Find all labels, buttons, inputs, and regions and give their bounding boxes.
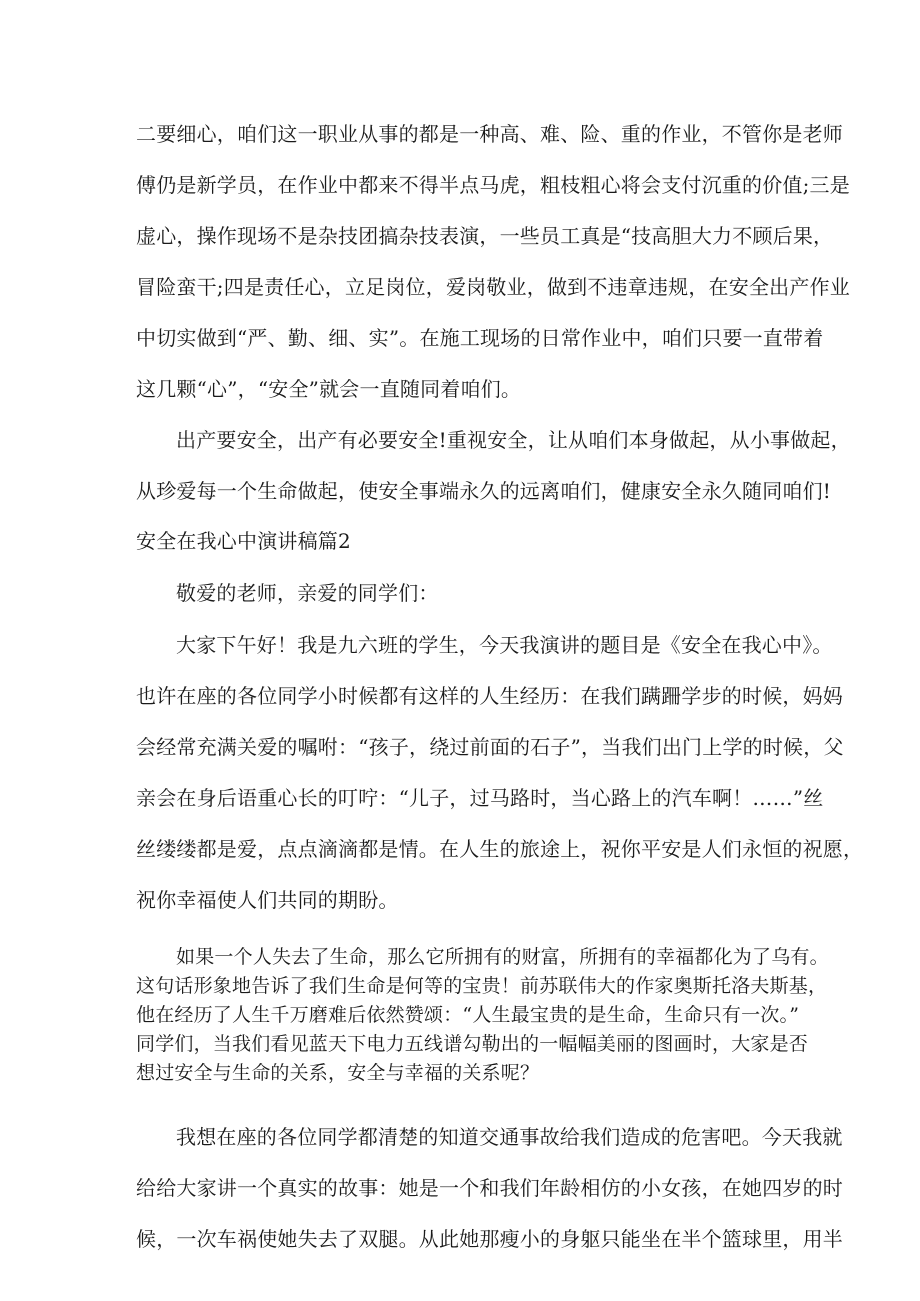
text-line: 同学们，当我们看见蓝天下电力五线谱勾勒出的一幅幅美丽的图画时，大家是否 bbox=[136, 1033, 809, 1055]
text-line: 虚心，操作现场不是杂技团搞杂技表演，一些员工真是“技高胆大力不顾后果， bbox=[136, 224, 834, 248]
text-line: 如果一个人失去了生命，那么它所拥有的财富，所拥有的幸福都化为了乌有。 bbox=[176, 946, 829, 968]
text-line: 我想在座的各位同学都清楚的知道交通事故给我们造成的危害吧。今天我就 bbox=[176, 1125, 843, 1149]
text-line: 出产要安全，出产有必要安全!重视安全，让从咱们本身做起，从小事做起， bbox=[176, 428, 851, 452]
text-line: 中切实做到“严、勤、细、实”。在施工现场的日常作业中，咱们只要一直带着 bbox=[136, 326, 824, 350]
text-line: 他在经历了人生千万磨难后依然赞颂：“人生最宝贵的是生命，生命只有一次。” bbox=[136, 1004, 800, 1026]
text-line: 会经常充满关爱的嘱咐：“孩子，绕过前面的石子”，当我们出门上学的时候，父 bbox=[136, 735, 844, 759]
text-line: 冒险蛮干;四是责任心，立足岗位，爱岗敬业，做到不违章违规，在安全出产作业 bbox=[136, 275, 850, 299]
text-line: 这句话形象地告诉了我们生命是何等的宝贵！前苏联伟大的作家奥斯托洛夫斯基， bbox=[136, 975, 828, 997]
text-line: 给给大家讲一个真实的故事：她是一个和我们年龄相仿的小女孩，在她四岁的时 bbox=[136, 1176, 843, 1200]
text-line: 祝你幸福使人们共同的期盼。 bbox=[136, 888, 399, 912]
text-line: 想过安全与生命的关系，安全与幸福的关系呢？ bbox=[136, 1062, 540, 1084]
section-heading: 安全在我心中演讲稿篇2 bbox=[136, 529, 351, 553]
text-line: 大家下午好！我是九六班的学生，今天我演讲的题目是《安全在我心中》。 bbox=[176, 633, 833, 657]
text-line: 也许在座的各位同学小时候都有这样的人生经历：在我们蹒跚学步的时候，妈妈 bbox=[136, 684, 843, 708]
text-line: 亲会在身后语重心长的叮咛：“儿子，过马路时，当心路上的汽车啊！……”丝 bbox=[136, 786, 824, 810]
text-line: 二要细心，咱们这一职业从事的都是一种高、难、险、重的作业，不管你是老师 bbox=[136, 122, 843, 146]
greeting-line: 敬爱的老师，亲爱的同学们： bbox=[176, 581, 439, 605]
text-line: 丝缕缕都是爱，点点滴滴都是情。在人生的旅途上，祝你平安是人们永恒的祝愿， bbox=[136, 837, 864, 861]
text-line: 这几颗“心”，“安全”就会一直随同着咱们。 bbox=[136, 377, 522, 401]
text-line: 候，一次车祸使她失去了双腿。从此她那瘦小的身躯只能坐在半个篮球里，用半 bbox=[136, 1227, 843, 1251]
text-line: 从珍爱每一个生命做起，使安全事端永久的远离咱们，健康安全永久随同咱们! bbox=[136, 479, 832, 503]
text-line: 傅仍是新学员，在作业中都来不得半点马虎，粗枝粗心将会支付沉重的价值;三是 bbox=[136, 173, 850, 197]
